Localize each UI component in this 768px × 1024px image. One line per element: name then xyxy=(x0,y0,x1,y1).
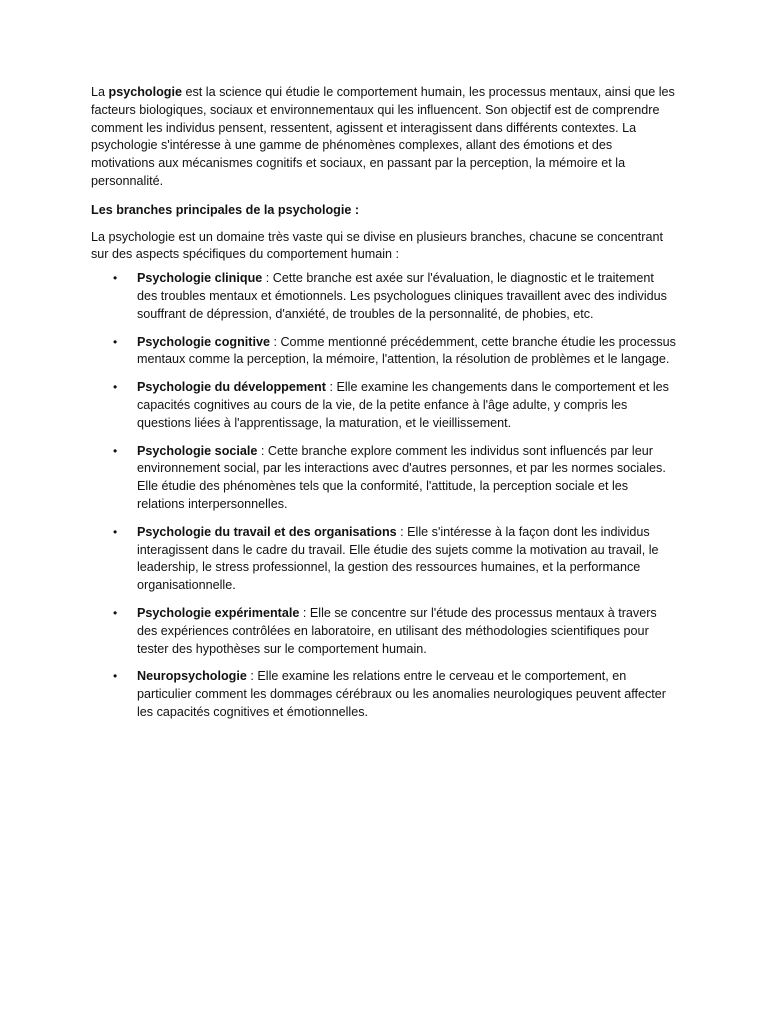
list-item xyxy=(91,270,677,323)
branch-description: : Cette branche explore comment les individus sont influencés par leur environnement social, par les interactions avec d'autres personnes, et par les normes sociales. Elle étudie des phénomènes tels que la conformité, l'attitude, la perception sociale et les relations interpersonnelles. xyxy=(137,443,666,511)
list-item xyxy=(91,443,677,514)
intro-prefix: La xyxy=(91,85,109,99)
intro-body: est la science qui étudie le comportement humain, les processus mentaux, ainsi que les facteurs biologiques, sociaux et environnementaux qui les influencent. Son objectif est de comprendre comment les individus pensent, ressentent, agissent et interagissent dans différents contextes. La psychologie s'intéresse à une gamme de phénomènes complexes, allant des émotions et des motivations aux mécanismes cognitifs et sociaux, en passant par la perception, la mémoire et la personnalité. xyxy=(91,85,675,188)
branch-description: : Comme mentionné précédemment, cette branche étudie les processus mentaux comme la perception, la mémoire, l'attention, la résolution de problèmes et le langage. xyxy=(137,334,676,367)
list-item xyxy=(91,605,677,658)
branch-term: Neuropsychologie xyxy=(137,669,247,684)
section-heading: Les branches principales de la psychologie : xyxy=(91,202,360,217)
list-item xyxy=(91,524,677,595)
bullet-icon: • xyxy=(113,380,118,395)
branch-description: : Elle se concentre sur l'étude des processus mentaux à travers des expériences contrôlées en laboratoire, en utilisant des méthodologies scientifiques pour tester des hypothèses sur le comportement humain. xyxy=(137,605,657,656)
intro-term: psychologie xyxy=(108,85,182,99)
branch-term: Psychologie du développement xyxy=(137,380,326,395)
document-page xyxy=(91,84,677,732)
bullet-icon: • xyxy=(113,334,118,349)
branch-term: Psychologie sociale xyxy=(137,443,258,458)
intro-paragraph xyxy=(91,84,677,191)
branch-description: : Cette branche est axée sur l'évaluation, le diagnostic et le traitement des troubles mentaux et émotionnels. Les psychologues cliniques travaillent avec des individus souffrant de dépression, d'anxiété, de troubles de la personnalité, de phobies, etc. xyxy=(137,271,667,321)
bullet-icon: • xyxy=(113,605,118,620)
branch-description: : Elle examine les relations entre le cerveau et le comportement, en particulier comment les dommages cérébraux ou les anomalies neurologiques peuvent affecter les capacités cognitives et émotionnelles. xyxy=(137,669,666,719)
list-item xyxy=(91,668,677,721)
branch-description: : Elle examine les changements dans le comportement et les capacités cognitives au cours de la vie, de la petite enfance à l'âge adulte, y compris les questions liées à l'apprentissage, la maturation, et le vieillissement. xyxy=(137,380,669,430)
bullet-icon: • xyxy=(113,524,118,539)
section-lead: La psychologie est un domaine très vaste qui se divise en plusieurs branches, chacune se concentrant sur des aspects spécifiques du comportement humain : xyxy=(91,229,663,262)
bullet-icon: • xyxy=(113,443,118,458)
branch-term: Psychologie cognitive xyxy=(137,334,270,349)
branch-term: Psychologie du travail et des organisations xyxy=(137,524,397,539)
branch-term: Psychologie clinique xyxy=(137,271,263,286)
list-item xyxy=(91,379,677,432)
bullet-icon: • xyxy=(113,271,118,286)
list-item xyxy=(91,334,677,370)
branches-list xyxy=(91,270,677,722)
branch-description: : Elle s'intéresse à la façon dont les individus interagissent dans le cadre du travail. Elle étudie des sujets comme la motivation au travail, le leadership, le stress professionnel, la gestion des ressources humaines, et la performance organisationnelle. xyxy=(137,524,659,593)
branch-term: Psychologie expérimentale xyxy=(137,605,300,620)
bullet-icon: • xyxy=(113,669,118,684)
